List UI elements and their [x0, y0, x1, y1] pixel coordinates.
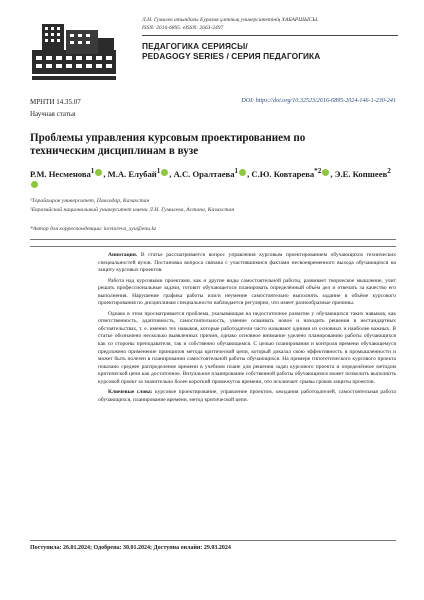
article-title: Проблемы управления курсовым проектированием по техническим дисциплинам в вузе — [30, 132, 306, 157]
author-name[interactable]: М.А. Елубай — [107, 168, 157, 179]
keywords-label: Ключевые слова: — [108, 389, 153, 396]
author-name[interactable]: А.С. Оралтаева — [173, 168, 235, 179]
section-divider — [30, 246, 396, 247]
orcid-icon[interactable] — [95, 169, 102, 176]
doi-link[interactable]: DOI: https://doi.org/10.32523/2616-6895-2024-146-1-230-241 — [241, 98, 396, 104]
keywords: курсовое проектирование, управление проектом, ожидания работодателей, самостоятельная работа обучающихся, планирование времени, метод критической цепи. — [98, 389, 396, 403]
author-name[interactable]: С.Ю. Ковтарева — [251, 168, 315, 179]
author-affiliation-mark: 1 — [234, 167, 239, 175]
author-affiliation-mark: 1 — [156, 167, 161, 175]
author-name[interactable]: Р.М. Несменова — [30, 168, 91, 179]
section-divider — [30, 239, 396, 240]
abstract-paragraph — [98, 252, 396, 275]
issn-line: ISSN: 2616-6895. eISSN: 2663-2497 — [142, 25, 224, 31]
keywords-paragraph — [98, 389, 396, 404]
series-title-1: ПЕДАГОГИКА СЕРИЯСЫ/ — [142, 41, 248, 51]
affiliation-1: ¹Торайгыров университет, Павлодар, Казахстан — [30, 198, 150, 204]
abstract-paragraph: Работа над курсовыми проектами, как и другие виды самостоятельной работы, развивает творческое мышление, учит решать профессиональные задачи, готовит обучающегося планировать определённый объём дел и отвечать за качество его выполнения. Нарушение графика работы или/и неумение самостоятельно выполнять задание в объёме курсового проектирования по дисциплинам специальности наблюдается регулярно, что имеет разнообразные причины. — [98, 277, 396, 307]
publication-dates: Поступила: 26.01.2024; Одобрена: 30.01.2024; Доступна онлайн: 29.03.2024 — [30, 545, 231, 551]
journal-name: Л.Н. Гумилев атындағы Еуразия ұлттық университетінің ХАБАРШЫСЫ. — [142, 17, 319, 23]
author-affiliation-mark: *2 — [314, 167, 322, 175]
abstract — [98, 252, 396, 407]
abstract-paragraph: Однако в этом просматривается проблема, указывающая на недостаточное развитие у обучающихся таких навыков, как ответственность, адаптивность, самостоятельность, умение осваивать новое и находить решения в нестандартных обстоятельствах, т. е. именно тех навыков, которые работодатели часто называют одними из основных и наиболее важных. В статье обозначено несколько выявленных причин, однако основное внимание уделено планированию работы обучающихся как со стороны преподавателя, так и собственно обучающимся. С целью планирования и контроля времени обучающемуся предложено применение принципов метода критической цепи, который доказал свою эффективность в промышленности и может быть полезен в планировании самостоятельной работы обучающихся. На примере гипотетического курсового проекта показано среднее распределение времени в учебном плане для решения задач курсового проекта и определённое методом критической цепи как достаточное. Визуальное планирование собственной работы обучающимся может позволить выполнить курсовой проект за значительно более короткий промежуток времени, что исключает срывы сроков защиты проектов. — [98, 310, 396, 385]
abstract-text: В статье рассматривается вопрос управления курсовым проектированием обучающихся технических специальностей вузов. Постановка вопроса связана с участившимися фактами несвоевременного выхода обучающихся на защиту курсовых проектов. — [98, 252, 396, 274]
corresponding-author: *Автор для корреспонденции: kovtareva_syu@enu.kz — [30, 226, 157, 232]
orcid-icon[interactable] — [239, 169, 246, 176]
author-name[interactable]: Э.Е. Копшеев — [334, 168, 388, 179]
author-affiliation-mark: 1 — [90, 167, 95, 175]
orcid-icon[interactable] — [31, 181, 38, 188]
series-title-2: PEDAGOGY SERIES / СЕРИЯ ПЕДАГОГИКА — [142, 51, 321, 61]
affiliation-2: ²Евразийский национальный университет имени Л.Н. Гумилева, Астана, Казахстан — [30, 207, 235, 213]
udc-code: МРНТИ 14.35.07 — [30, 98, 81, 106]
university-building-logo — [28, 16, 120, 82]
orcid-icon[interactable] — [161, 169, 168, 176]
article-type: Научная статья — [30, 110, 76, 118]
footer-divider — [30, 540, 396, 541]
author-affiliation-mark: 2 — [387, 167, 391, 175]
header-divider — [142, 35, 398, 36]
author-list: Р.М. Несменова$^1$ , М.А. Елубай$^1$ , А.С. Оралтаева$^1$ , С.Ю. Ковтарева$^{*2}$ , Э.Е. Копшеев$^2$ — [30, 165, 396, 192]
journal-header — [28, 16, 398, 98]
orcid-icon[interactable] — [322, 169, 329, 176]
abstract-label: Аннотация. — [108, 252, 138, 258]
